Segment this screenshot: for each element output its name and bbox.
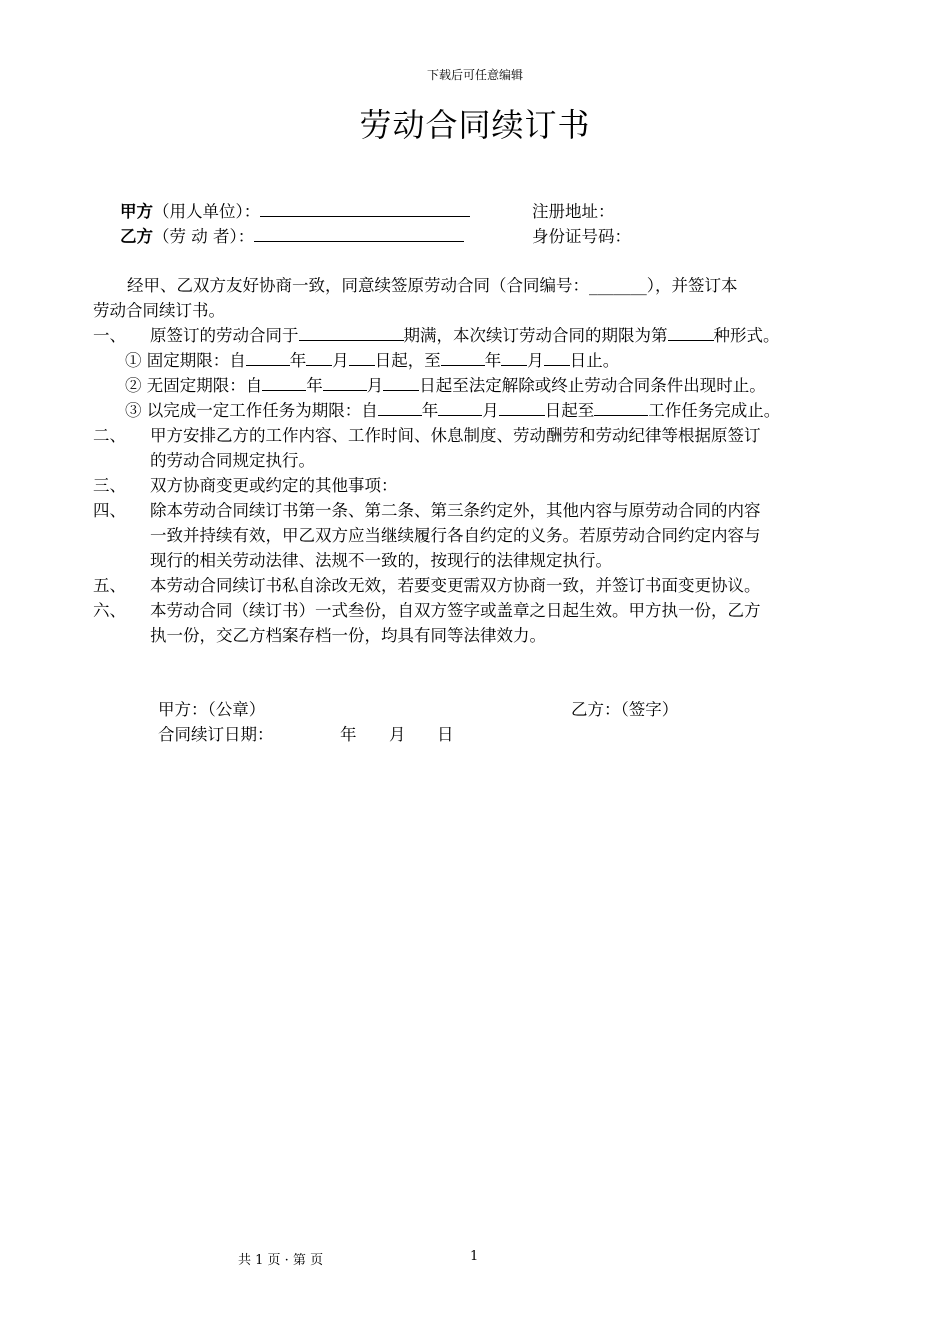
intro-line-1: 经甲、乙双方友好协商一致，同意续签原劳动合同（合同编号：_______），并签订本 <box>127 276 738 295</box>
clause-6-number: 六、 <box>93 601 126 620</box>
option-1-mark: ① <box>125 351 142 370</box>
party-a-address-label: 注册地址： <box>532 202 615 221</box>
renewal-date-day: 日 <box>437 725 454 744</box>
option-3-day-from: 日起至 <box>544 401 595 420</box>
party-a-label-bold: 甲方 <box>120 202 153 221</box>
option-3-task-blank[interactable] <box>594 398 648 416</box>
clause-1-part-1: 原签订的劳动合同于 <box>150 326 299 345</box>
option-2-year: 年 <box>306 376 323 395</box>
option-1-day-from: 日起，至 <box>374 351 441 370</box>
option-2-mark: ② <box>125 376 142 395</box>
option-1-month2: 月 <box>527 351 544 370</box>
option-3-year-blank[interactable] <box>378 398 422 416</box>
header-note: 下载后可任意编辑 <box>426 68 523 82</box>
clause-4-line-3: 现行的相关劳动法律、法规不一致的，按现行的法律规定执行。 <box>150 551 612 570</box>
option-2-day-blank[interactable] <box>383 373 419 391</box>
clause-1-part-3: 种形式。 <box>713 326 780 345</box>
clause-3 <box>0 473 950 498</box>
renewal-date-month: 月 <box>389 725 406 744</box>
option-2-month-blank[interactable] <box>323 373 367 391</box>
option-3 <box>125 398 780 423</box>
clause-3-line-1: 双方协商变更或约定的其他事项： <box>150 476 398 495</box>
option-2-year-blank[interactable] <box>262 373 306 391</box>
footer-page-info: 共 1 页 · 第 页 <box>238 1253 324 1268</box>
party-b-id-label: 身份证号码： <box>532 227 631 246</box>
option-1-day-end: 日止。 <box>569 351 620 370</box>
option-3-month: 月 <box>482 401 499 420</box>
party-a-line <box>120 199 470 224</box>
renewal-date-year: 年 <box>340 725 357 744</box>
option-2-label: 无固定期限：自 <box>146 376 263 395</box>
signature-party-a: 甲方：（公章） <box>158 700 266 719</box>
option-1-month-blank[interactable] <box>306 348 332 366</box>
option-3-year: 年 <box>421 401 439 420</box>
option-1-label: 固定期限：自 <box>146 351 246 370</box>
clause-2-number: 二、 <box>93 426 126 445</box>
clause-6-line-2: 执一份，交乙方档案存档一份，均具有同等法律效力。 <box>150 626 546 645</box>
option-1-year-blank[interactable] <box>246 348 290 366</box>
clause-5 <box>0 573 950 598</box>
option-3-mark: ③ <box>125 401 142 420</box>
clause-1-form-blank[interactable] <box>668 323 714 341</box>
option-1-year: 年 <box>289 351 307 370</box>
clause-6 <box>0 598 950 648</box>
party-b-line <box>120 224 464 249</box>
clause-4 <box>0 498 950 573</box>
option-1-month2-blank[interactable] <box>501 348 527 366</box>
option-3-month-blank[interactable] <box>438 398 482 416</box>
clause-4-number: 四、 <box>93 501 126 520</box>
option-1-month: 月 <box>332 351 349 370</box>
document-title: 劳动合同续订书 <box>359 106 591 144</box>
clause-6-line-1: 本劳动合同（续订书）一式叁份，自双方签字或盖章之日起生效。甲方执一份，乙方 <box>150 601 761 620</box>
option-2-rest: 日起至法定解除或终止劳动合同条件出现时止。 <box>419 376 766 395</box>
option-1-year2: 年 <box>484 351 502 370</box>
intro-line-2: 劳动合同续订书。 <box>93 301 225 320</box>
party-b-label-bold: 乙方 <box>120 227 153 246</box>
option-1-year2-blank[interactable] <box>441 348 485 366</box>
signature-party-b: 乙方：（签字） <box>571 700 679 719</box>
option-1-day-blank[interactable] <box>349 348 375 366</box>
party-a-name-blank[interactable] <box>260 199 470 217</box>
clause-1-number: 一、 <box>93 326 126 345</box>
footer-page-number: 1 <box>470 1249 479 1264</box>
clause-4-line-2: 一致并持续有效，甲乙双方应当继续履行各自约定的义务。若原劳动合同约定内容与 <box>150 526 761 545</box>
option-1-day2-blank[interactable] <box>544 348 570 366</box>
party-b-label: （劳 动 者）： <box>153 227 255 246</box>
clause-4-line-1: 除本劳动合同续订书第一条、第二条、第三条约定外，其他内容与原劳动合同的内容 <box>150 501 761 520</box>
clause-5-number: 五、 <box>93 576 126 595</box>
clause-2-line-1: 甲方安排乙方的工作内容、工作时间、休息制度、劳动酬劳和劳动纪律等根据原签订 <box>150 426 761 445</box>
renewal-date-label: 合同续订日期： <box>158 725 274 744</box>
clause-2 <box>0 423 950 473</box>
clause-3-number: 三、 <box>93 476 126 495</box>
party-a-label: （用人单位）： <box>153 202 261 221</box>
option-3-rest: 工作任务完成止。 <box>648 401 781 420</box>
option-3-label: 以完成一定工作任务为期限：自 <box>146 401 378 420</box>
option-3-day-blank[interactable] <box>499 398 545 416</box>
option-2-month: 月 <box>366 376 384 395</box>
option-2 <box>125 373 766 398</box>
clause-1-expiry-blank[interactable] <box>299 323 404 341</box>
clause-1-part-2: 期满，本次续订劳动合同的期限为第 <box>403 326 668 345</box>
option-1 <box>125 348 619 373</box>
clause-5-line-1: 本劳动合同续订书私自涂改无效，若要变更需双方协商一致，并签订书面变更协议。 <box>150 576 761 595</box>
clause-2-line-2: 的劳动合同规定执行。 <box>150 451 315 470</box>
party-b-name-blank[interactable] <box>254 224 464 242</box>
